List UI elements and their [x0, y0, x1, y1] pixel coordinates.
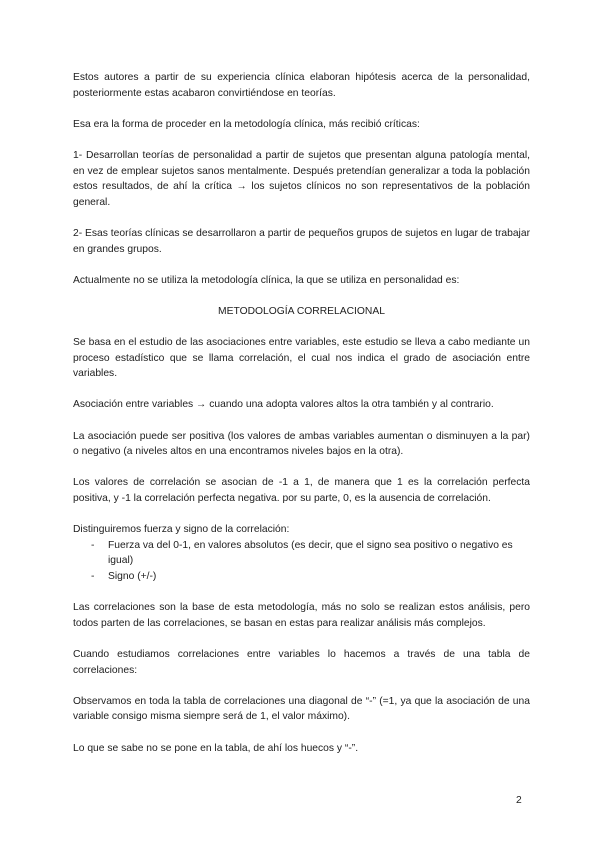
paragraph: Los valores de correlación se asocian de -1 a 1, de manera que 1 es la correlación perfecta positiva, y -1 la correlación perfecta negativa. por su parte, 0, es la ausencia de correlación. [73, 477, 530, 505]
paragraph: Se basa en el estudio de las asociaciones entre variables, este estudio se lleva a cabo mediante un proceso estadístico que se llama correlación, el cual nos indica el grado de asociación entre variables. [73, 337, 530, 380]
paragraph: Observamos en toda la tabla de correlaciones una diagonal de “-” (=1, ya que la asociación de una variable consigo misma siempre será de 1, el valor máximo). [73, 695, 530, 723]
paragraph: Cuando estudiamos correlaciones entre variables lo hacemos a través de una tabla de correlaciones: [73, 648, 530, 676]
paragraph: Actualmente no se utiliza la metodología clínica, la que se utiliza en personalidad es: [73, 274, 460, 286]
bullet-list-block [73, 522, 530, 584]
bullet-dash: - [91, 571, 95, 582]
page-number: 2 [516, 795, 522, 806]
bullet-list [73, 538, 530, 585]
bullet-dash: - [91, 539, 95, 551]
list-item-text: Signo (+/-) [108, 571, 157, 582]
list-item [73, 538, 530, 569]
document-page [73, 70, 530, 772]
paragraph: Lo que se sabe no se pone en la tabla, de ahí los huecos y “-”. [73, 742, 359, 754]
paragraph: Estos autores a partir de su experiencia clínica elaboran hipótesis acerca de la personalidad, posteriormente estas acabaron convirtiéndose en teorías. [73, 72, 530, 99]
list-item [73, 569, 530, 585]
list-title: Distinguiremos fuerza y signo de la correlación: [73, 524, 290, 536]
paragraph: Esa era la forma de proceder en la metodología clínica, más recibió críticas: [73, 118, 420, 130]
paragraph: La asociación puede ser positiva (los valores de ambas variables aumentan o disminuyen a la par) o negativo (a niveles altos en una encontramos niveles bajos en la otra). [73, 430, 530, 458]
section-heading: METODOLOGÍA CORRELACIONAL [218, 305, 385, 317]
paragraph: Asociación entre variables → cuando una adopta valores altos la otra también y al contrario. [73, 399, 494, 411]
paragraph: 2- Esas teorías clínicas se desarrollaron a partir de pequeños grupos de sujetos en lugar de trabajar en grandes grupos. [73, 227, 530, 255]
paragraph: Las correlaciones son la base de esta metodología, más no solo se realizan estos análisis, pero todos parten de las correlaciones, se basan en estas para realizar análisis más complejos. [73, 602, 530, 629]
paragraph: 1- Desarrollan teorías de personalidad a partir de sujetos que presentan alguna patología mental, en vez de emplear sujetos sanos mentalmente. Después pretendían generalizar a toda la población estos resultados, de ahí la crítica → los sujetos clínicos no son representativos de la población general. [73, 149, 530, 208]
list-item-text: Fuerza va del 0-1, en valores absolutos (es decir, que el signo sea positivo o negativo es igual) [108, 539, 513, 567]
